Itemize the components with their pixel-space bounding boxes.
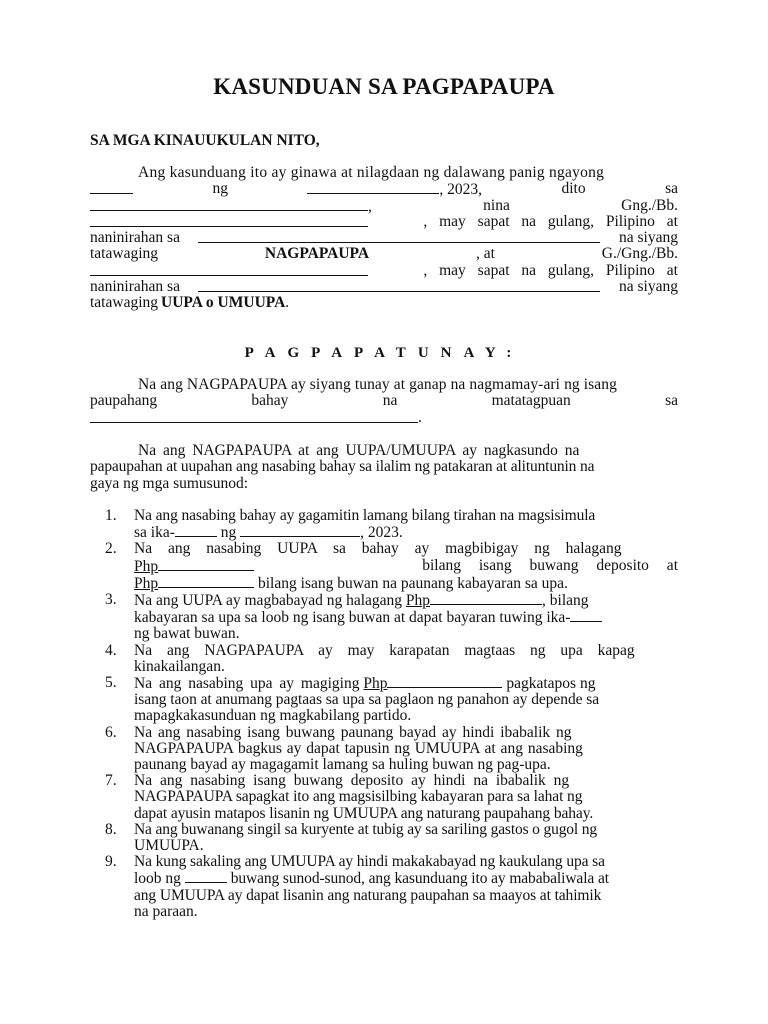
blank-lessor-name — [90, 214, 368, 227]
blank-lessee-name — [90, 263, 368, 276]
terms-list — [105, 508, 678, 920]
list-item: 1. Na ang nasabing bahay ay gagamitin lamang bilang tirahan na magsisimula sa ika- ng , 2023. — [105, 507, 596, 542]
blank-property-location — [90, 410, 418, 423]
list-item: 3. Na ang UUPA ay magbabayad ng halagang Php , bilang kabayaran sa upa sa loob ng isang buwan at dapat bayaran tuwing ika- ng bawat buwan. — [105, 592, 678, 643]
list-item: 9. Na kung sakaling ang UMUUPA ay hindi makakabayad ng kaukulang upa sa loob ng buwang sunod-sunod, ang kasunduang ito ay mababaliwala at ang UMUUPA ay dapat lisanin ang naturang paupahan sa maayos at tahimik na paraan. — [105, 853, 609, 920]
agreement-paragraph: Na ang NAGPAPAUPA at ang UUPA/UMUUPA ay nagkasundo na papaupahan at uupahan ang nasabing bahay sa ilalim ng patakaran at alituntunin na gaya ng mga sumusunod: — [90, 442, 595, 492]
blank-lessee-address — [198, 279, 600, 292]
list-item: 7. Na ang nasabing isang buwang deposito ay hindi na ibabalik ng NAGPAPAUPA sapagkat ito ang magsisilbing kabayaran para sa lahat ng dapat ayusin matapos lisanin ng UMUUPA ang naturang paupahang bahay. — [105, 772, 594, 822]
list-item: 8. Na ang buwanang singil sa kuryente at tubig ay sa sariling gastos o gugol ng UMUUPA. — [105, 820, 597, 855]
blank-place — [90, 198, 368, 211]
list-item: 6. Na ang nasabing isang buwang paunang bayad ay hindi ibabalik ng NAGPAPAUPA bagkus ay dapat tapusin ng UMUUPA at ang nasabing paunang bayad ay magagamit lamang sa huling buwan ng pag-upa. — [105, 723, 583, 774]
document-title: KASUNDUAN SA PAGPAPAUPA — [213, 74, 555, 99]
blank-lessor-address — [198, 230, 600, 243]
intro-paragraph: Ang kasunduang ito ay ginawa at nilagdaan ng dalawang panig ngayong ng , 2023, dito sa , nina Gng./Bb. , may sapat na gulang, Pilipino at naninirahan sa na siyang tatawaging NAGPAPAUPA , at G./Gng./Bb. , may sapat na gulang, Pilipino at naninirahan sa na siyang tatawaging UUPA o UMUUPA . — [90, 164, 678, 312]
addressee: SA MGA KINAUUKULAN NITO, — [90, 132, 320, 149]
list-item: 5. Na ang nasabing upa ay magiging Php pagkatapos ng isang taon at anumang pagtaas sa upa sa paglaon ng panahon ay depende sa mapagkakasunduan ng magkabilang partido. — [105, 674, 600, 725]
list-item: 4. Na ang NAGPAPAUPA ay may karapatan magtaas ng upa kapag kinakailangan. — [105, 641, 635, 675]
list-item: 2. Na ang nasabing UUPA sa bahay ay magbibigay ng halagang Php bilang isang buwang deposito at Php bilang isang buwan na paunang kabayaran sa upa. — [105, 540, 678, 592]
section-heading: PAGPAPATUNAY: — [244, 345, 524, 361]
intro-line-1: Ang kasunduang ito ay ginawa at nilagdaan ng dalawang panig ngayong — [138, 164, 605, 181]
blank-day — [90, 181, 133, 194]
blank-month — [307, 181, 439, 194]
ownership-paragraph: Na ang NAGPAPAUPA ay siyang tunay at ganap na nagmamay-ari ng isang paupahang bahay na matatagpuan sa . — [90, 376, 678, 426]
